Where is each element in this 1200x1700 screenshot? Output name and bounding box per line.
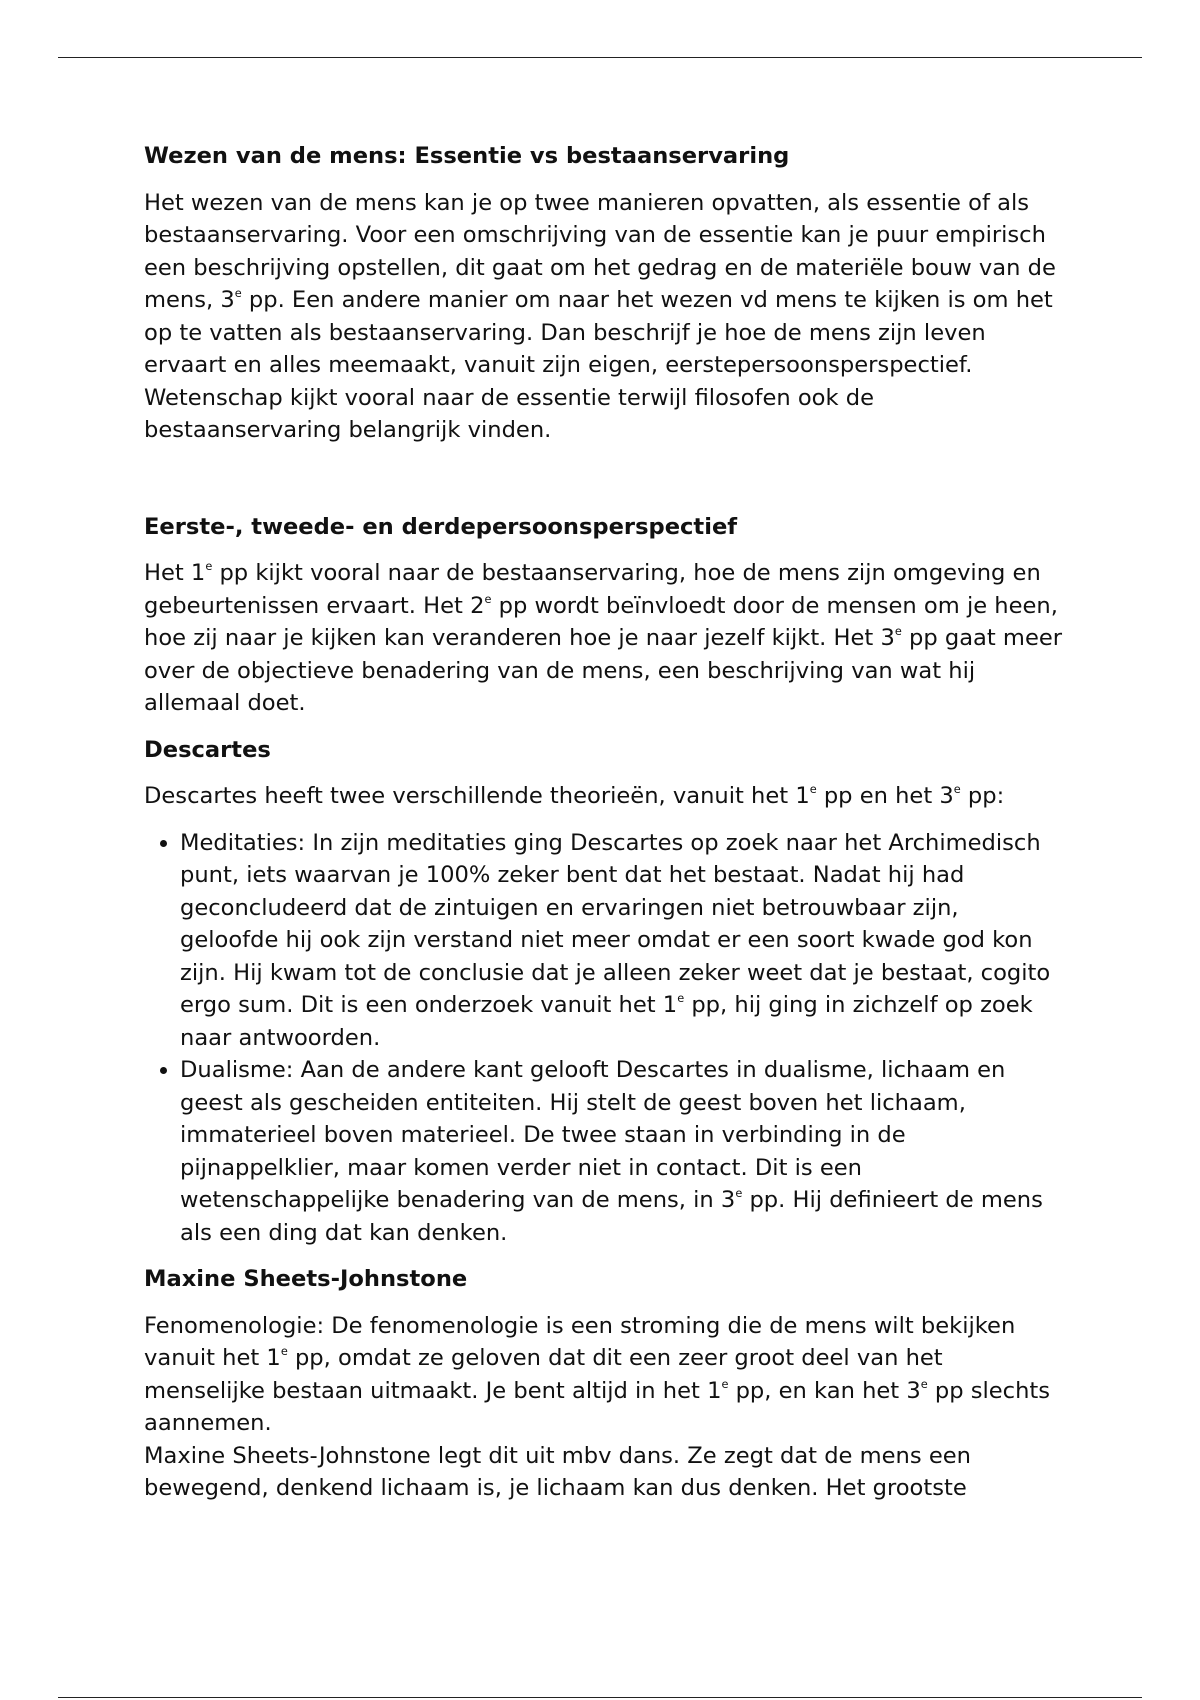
paragraph-fenomenologie: Fenomenologie: De fenomenologie is een stroming die de mens wilt bekijken vanuit het 1e pp, omdat ze geloven dat dit een zeer groot deel van het menselijke bestaan uitmaakt. Je bent altijd in het 1e pp, en kan het 3e pp slechts aannemen. xyxy=(144,1312,1051,1436)
section-heading-descartes: Descartes xyxy=(144,736,271,763)
footer-rule xyxy=(58,1697,1142,1698)
paragraph-wezen: Het wezen van de mens kan je op twee manieren opvatten, als essentie of als bestaanservaring. Voor een omschrijving van de essentie kan je puur empirisch een beschrijving opstellen, dit gaat om het gedrag en de materiële bouw van de mens, 3e pp. Een andere manier om naar het wezen vd mens te kijken is om het op te vatten als bestaanservaring. Dan beschrijf je hoe de mens zijn leven ervaart en alles meemaakt, vanuit zijn eigen, eerstepersoonsperspectief. Wetenschap kijkt vooral naar de essentie terwijl filosofen ook de bestaanservaring belangrijk vinden. xyxy=(144,189,1056,443)
list-item-dualisme: • Dualisme: Aan de andere kant gelooft Descartes in dualisme, lichaam en geest als gescheiden entiteiten. Hij stelt de geest boven het lichaam, immaterieel boven materieel. De twee staan in verbinding in de pijnappelklier, maar komen verder niet in contact. Dit is een wetenschappelijke benadering van de mens, in 3e pp. Hij definieert de mens als een ding dat kan denken. xyxy=(180,1054,1064,1249)
paragraph-descartes-intro: Descartes heeft twee verschillende theorieën, vanuit het 1e pp en het 3e pp: xyxy=(144,782,1005,809)
list-item-meditaties: • Meditaties: In zijn meditaties ging Descartes op zoek naar het Archimedisch punt, iets waarvan je 100% zeker bent dat het bestaat. Nadat hij had geconcludeerd dat de zintuigen en ervaringen niet betrouwbaar zijn, geloofde hij ook zijn verstand niet meer omdat er een soort kwade god kon zijn. Hij kwam tot de conclusie dat je alleen zeker weet dat je bestaat, cogito ergo sum. Dit is een onderzoek vanuit het 1e pp, hij ging in zichzelf op zoek naar antwoorden. xyxy=(180,827,1064,1055)
header-rule xyxy=(58,57,1142,58)
section-heading-sheets-johnstone: Maxine Sheets-Johnstone xyxy=(144,1266,468,1292)
paragraph-perspectief: Het 1e pp kijkt vooral naar de bestaanservaring, hoe de mens zijn omgeving en gebeurtenissen ervaart. Het 2e pp wordt beïnvloedt door de mensen om je heen, hoe zij naar je kijken kan veranderen hoe je naar jezelf kijkt. Het 3e pp gaat meer over de objectieve benadering van de mens, een beschrijving van wat hij allemaal doet. xyxy=(144,559,1063,716)
section-heading-wezen: Wezen van de mens: Essentie vs bestaanservaring xyxy=(144,143,790,169)
descartes-list xyxy=(144,827,1064,1250)
paragraph-dans: Maxine Sheets-Johnstone legt dit uit mbv dans. Ze zegt dat de mens een bewegend, denkend lichaam is, je lichaam kan dus denken. Het grootste xyxy=(144,1442,971,1501)
page-body xyxy=(144,140,1064,1505)
section-heading-perspectief: Eerste-, tweede- en derdepersoonsperspectief xyxy=(144,513,738,540)
